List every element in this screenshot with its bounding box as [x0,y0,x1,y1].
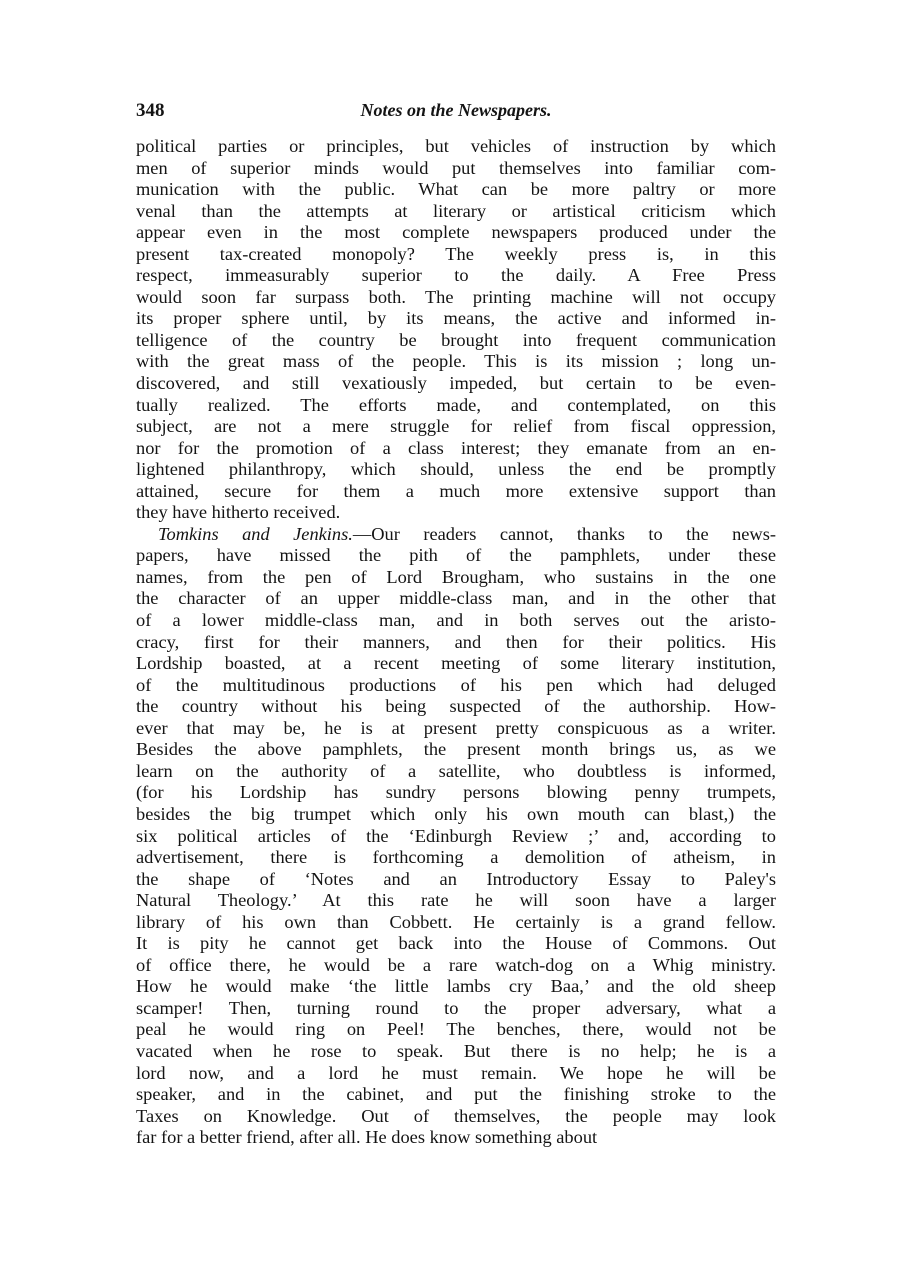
page-number: 348 [136,100,165,121]
text-line: political parties or principles, but vehicles of instruction by which [136,136,776,156]
section-title: Tomkins and Jenkins. [158,523,353,544]
text-line: cracy, first for their manners, and then for their politics. His [136,631,776,652]
text-line: Lordship boasted, at a recent meeting of some literary institution, [136,653,776,674]
text-line: nor for the promotion of a class interest; they emanate from an en- [136,437,776,458]
text-line: men of superior minds would put themselves into familiar com- [136,157,776,178]
text-line: present tax-created monopoly? The weekly press is, in this [136,243,776,264]
text-line: speaker, and in the cabinet, and put the finishing stroke to the [136,1084,776,1105]
text-line: the country without his being suspected of the authorship. How- [136,696,776,717]
text-line: scamper! Then, turning round to the proper adversary, what a [136,997,776,1018]
text-line: peal he would ring on Peel! The benches, there, would not be [136,1019,776,1040]
text-line: Taxes on Knowledge. Out of themselves, the people may look [136,1105,776,1126]
text-line: Natural Theology.’ At this rate he will soon have a larger [136,890,776,911]
body-text [136,136,776,1149]
running-head [136,96,776,126]
section-first-line [136,524,776,546]
text-line: attained, secure for them a much more extensive support than [136,480,776,501]
text-line: discovered, and still vexatiously impeded, but certain to be even- [136,373,776,394]
text-line: advertisement, there is forthcoming a demolition of atheism, in [136,847,776,868]
text-line: venal than the attempts at literary or artistical criticism which [136,200,776,221]
text-line: telligence of the country be brought into frequent communication [136,329,776,350]
text-line: far for a better friend, after all. He does know something about [136,1127,598,1148]
text-line: of the multitudinous productions of his pen which had deluged [136,674,776,695]
text-line: lightened philanthropy, which should, unless the end be promptly [136,459,776,480]
document-page [136,96,776,1149]
paragraph-2 [136,524,776,1149]
text-line: would soon far surpass both. The printing machine will not occupy [136,286,776,307]
text-line: tually realized. The efforts made, and contemplated, on this [136,394,776,415]
text-line: ever that may be, he is at present pretty conspicuous as a writer. [136,717,776,738]
text-line: of office there, he would be a rare watch-dog on a Whig ministry. [136,954,776,975]
text-line: respect, immeasurably superior to the daily. A Free Press [136,265,776,286]
text-line: the character of an upper middle-class man, and in the other that [136,588,776,609]
paragraph-1 [136,136,776,524]
text-line: learn on the authority of a satellite, who doubtless is informed, [136,760,776,781]
text-line: with the great mass of the people. This is its mission ; long un- [136,351,776,372]
text-line: library of his own than Cobbett. He certainly is a grand fellow. [136,911,776,932]
text-line: names, from the pen of Lord Brougham, who sustains in the one [136,566,776,587]
text-line: appear even in the most complete newspapers produced under the [136,222,776,243]
text-line: its proper sphere until, by its means, the active and informed in- [136,308,776,329]
text-line: they have hitherto received. [136,502,341,523]
text-line: six political articles of the ‘Edinburgh Review ;’ and, according to [136,825,776,846]
text-line: of a lower middle-class man, and in both serves out the aristo- [136,610,776,631]
text-line: munication with the public. What can be more paltry or more [136,179,776,200]
text-line: papers, have missed the pith of the pamphlets, under these [136,545,776,566]
text-line: Besides the above pamphlets, the present month brings us, as we [136,739,776,760]
text-line: (for his Lordship has sundry persons blowing penny trumpets, [136,782,776,803]
text-line: vacated when he rose to speak. But there is no help; he is a [136,1040,776,1061]
text-line: How he would make ‘the little lambs cry Baa,’ and the old sheep [136,976,776,997]
text-line: subject, are not a mere struggle for relief from fiscal oppression, [136,416,776,437]
section-first-line-text: —Our readers cannot, thanks to the news- [352,523,776,544]
running-title: Notes on the Newspapers. [360,100,552,120]
text-line: It is pity he cannot get back into the House of Commons. Out [136,933,776,954]
text-line: lord now, and a lord he must remain. We hope he will be [136,1062,776,1083]
text-line: the shape of ‘Notes and an Introductory Essay to Paley's [136,868,776,889]
text-line: besides the big trumpet which only his own mouth can blast,) the [136,803,776,824]
